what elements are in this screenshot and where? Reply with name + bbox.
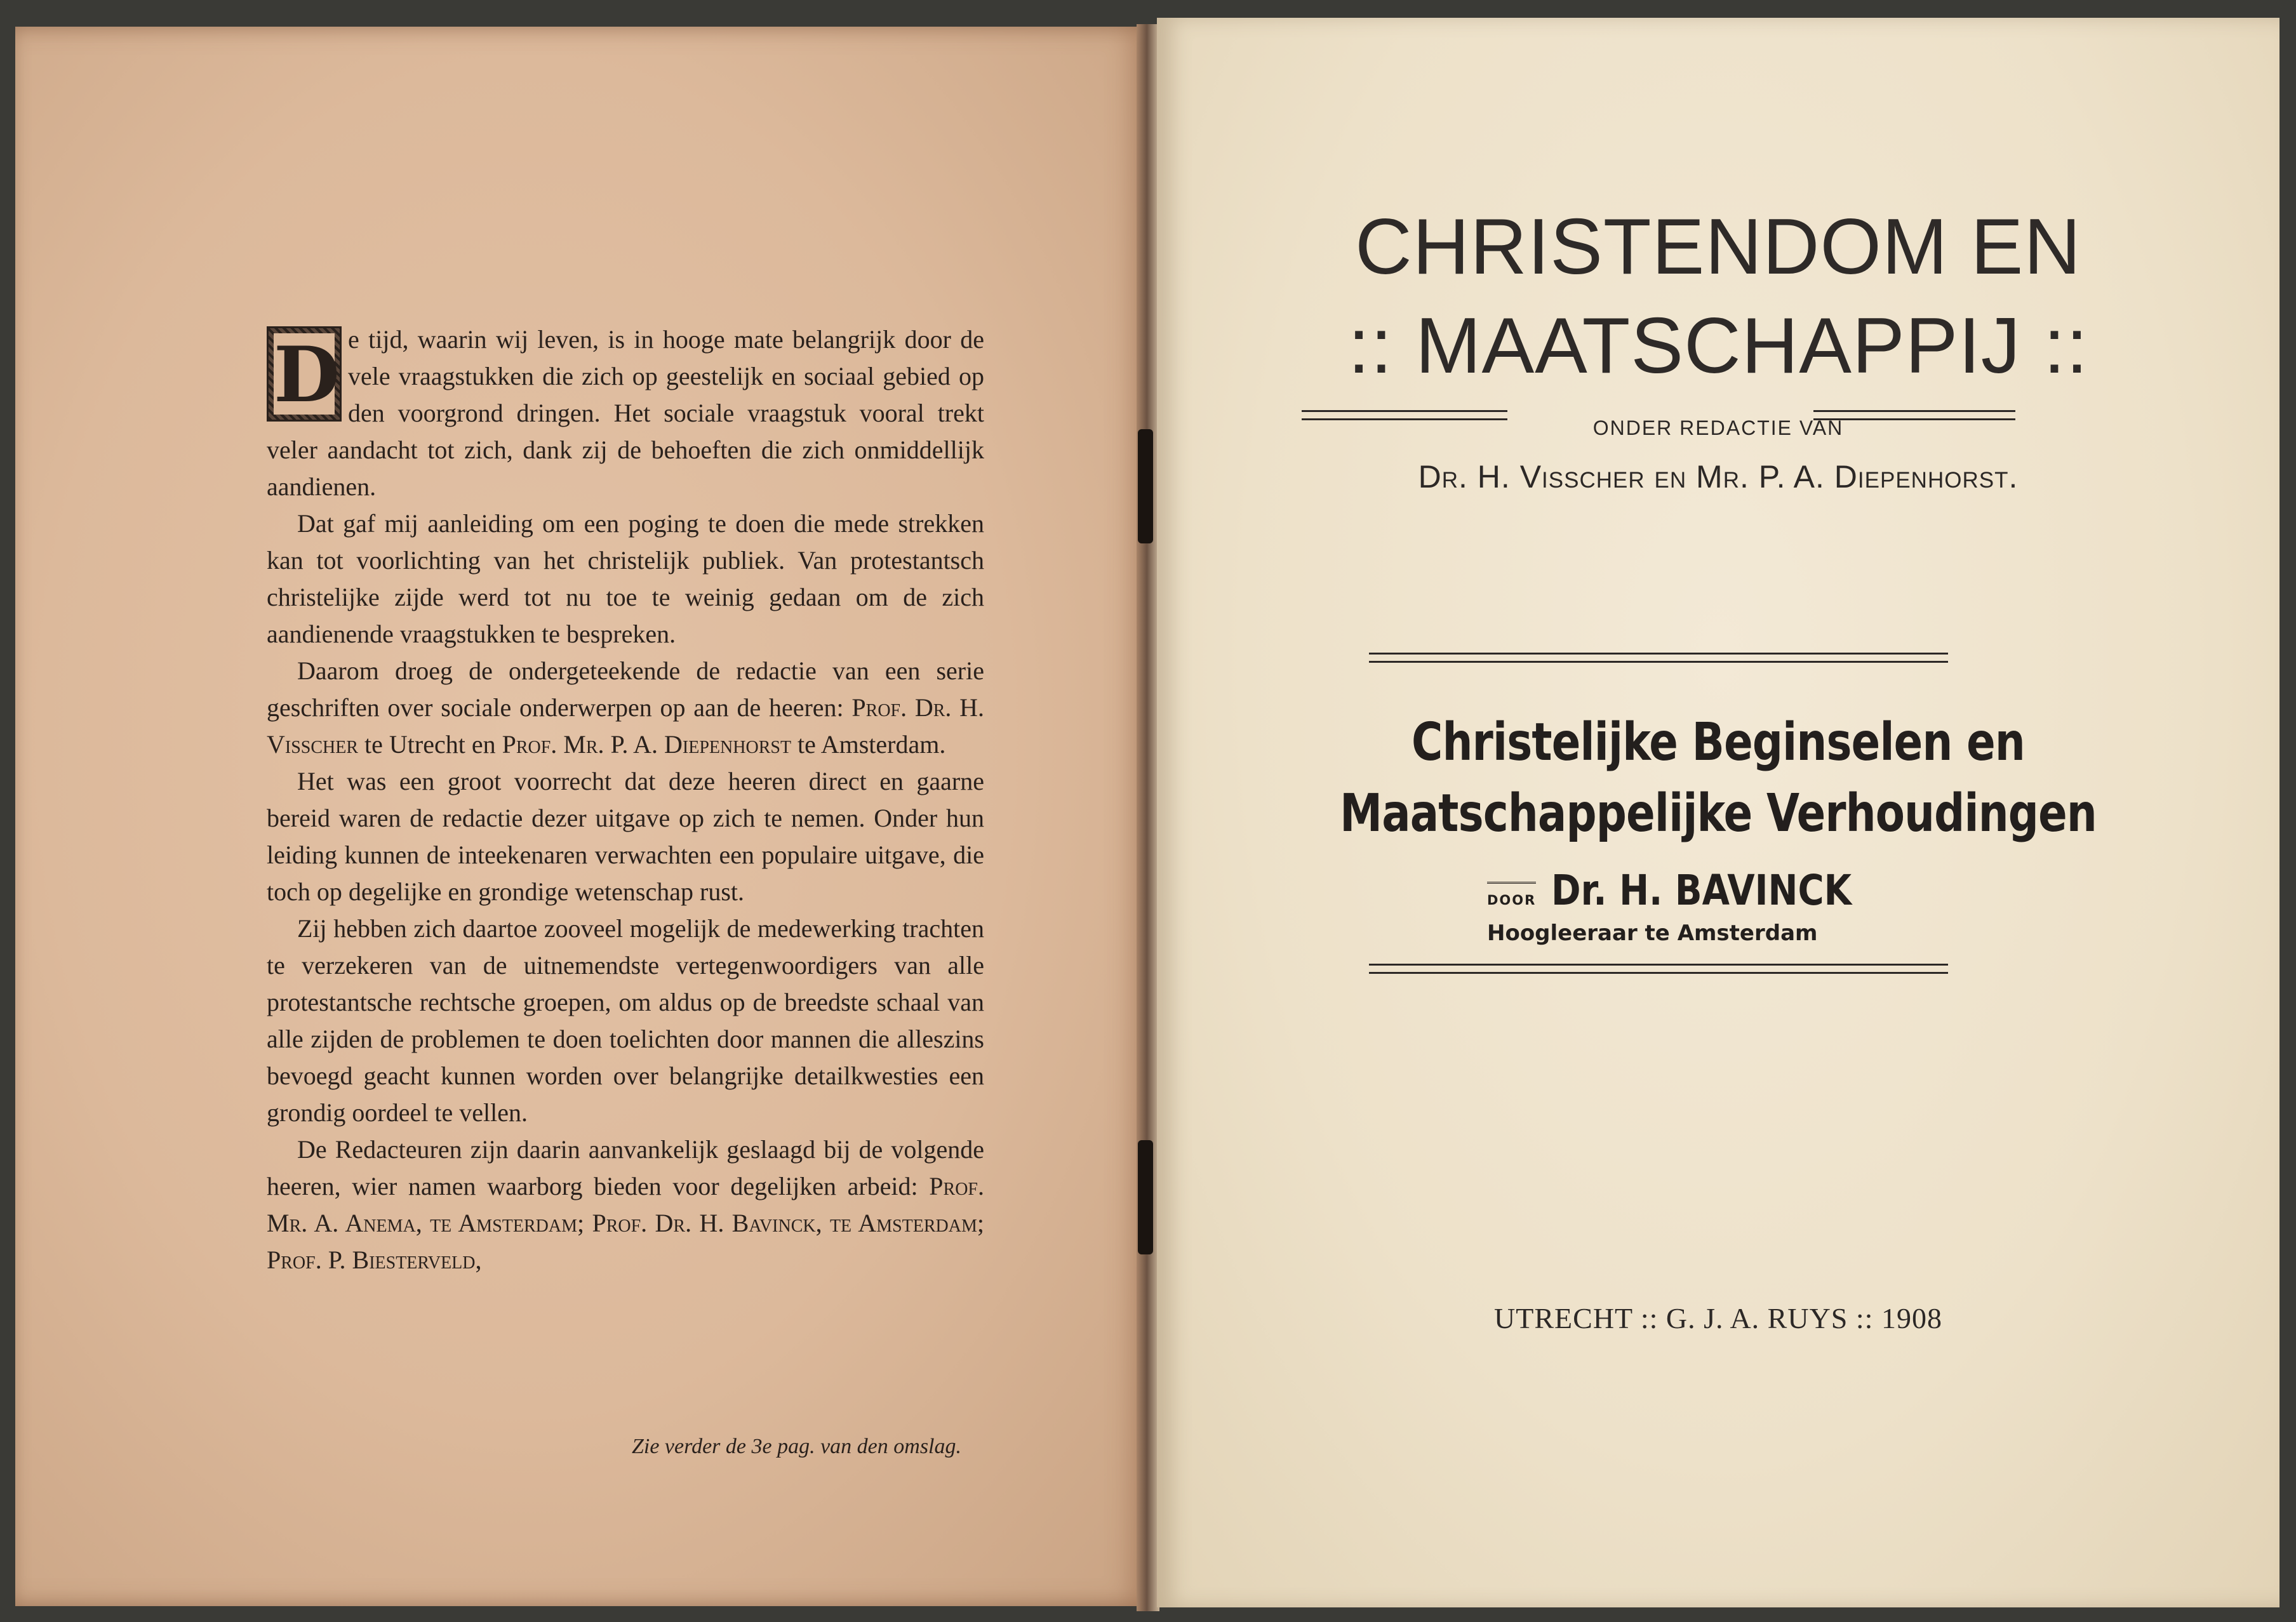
publisher-imprint: UTRECHT :: G. J. A. RUYS :: 1908 xyxy=(1494,1302,1942,1334)
author-role: Hoogleeraar te Amsterdam xyxy=(1487,921,1818,946)
rule-right xyxy=(1813,410,2015,420)
drop-cap-letter: D xyxy=(274,330,340,420)
paragraph-6 xyxy=(267,1131,984,1279)
paragraph-4: Het was een groot voorrecht dat deze heeren direct en gaarne bereid waren de redactie dezer uitgave op zich te nemen. Onder hun leiding kunnen de inteekenaren verwachten een populaire uitgave, die toch op degelijke en grondige wetenschap rust. xyxy=(267,767,984,906)
introduction-text xyxy=(267,321,984,1279)
paragraph-1-text: e tijd, waarin wij leven, is in hooge mate belangrijk door de vele vraagstukken die zich op geestelijk en sociaal gebied op den voorgrond dringen. Het sociale vraagstuk vooral trekt veler aandacht tot zich, dank zij de behoeften die zich onmiddellijk aandienen. xyxy=(267,325,984,501)
staple-bottom xyxy=(1138,1140,1153,1254)
paragraph-3-text: Daarom droeg de ondergeteekende de redactie van een serie geschriften over sociale onderwerpen op aan de heeren: xyxy=(267,656,984,722)
book-title-line-2: Maatschappelijke Verhoudingen xyxy=(1340,783,2097,844)
paragraph-1 xyxy=(267,321,984,505)
editor-name-diepenhorst: Prof. Mr. P. A. Diepenhorst xyxy=(502,730,792,759)
paragraph-3-mid: te Utrecht en xyxy=(358,730,502,759)
paragraph-3 xyxy=(267,653,984,763)
rule-below-title xyxy=(1369,964,1948,974)
editor-name-visscher: Prof. Dr. H. Visscher xyxy=(267,693,985,759)
inside-cover-page xyxy=(15,27,1151,1606)
contributor-list: Prof. Mr. A. Anema, te Amsterdam; Prof. Dr. H. Bavinck, te Amsterdam; Prof. P. Biesterveld, xyxy=(267,1172,985,1274)
title-page xyxy=(1157,18,2279,1607)
author-line xyxy=(1487,866,1905,915)
ornamental-drop-cap xyxy=(267,326,342,422)
editors-line: Dr. H. Visscher en Mr. P. A. Diepenhorst. xyxy=(1418,459,2019,495)
paragraph-6-text: De Redacteuren zijn daarin aanvankelijk geslaagd bij de volgende heeren, wier namen waarborg bieden voor degelijken arbeid: xyxy=(267,1135,984,1200)
paragraph-3-end: te Amsterdam. xyxy=(791,730,946,759)
book-spine xyxy=(1137,24,1159,1611)
paragraph-5: Zij hebben zich daartoe zooveel mogelijk de medewerking trachten te verzekeren van de uitnemendste vertegenwoordigers van alle protestantsche rechtsche groepen, om aldus op de breedste schaal van alle zijden de problemen te doen toelichten door mannen die alleszins bevoegd geacht kunnen worden over belangrijke detailkwesties een grondig oordeel te vellen. xyxy=(267,914,984,1127)
editorship-label: ONDER REDACTIE VAN xyxy=(1592,416,1844,439)
paragraph-2: Dat gaf mij aanleiding om een poging te doen die mede strekken kan tot voorlichting van het christelijk publiek. Van protestantsch christelijke zijde werd tot nu toe te weinig gedaan om de zich aandienende vraagstukken te bespreken. xyxy=(267,509,984,648)
continuation-footnote: Zie verder de 3e pag. van den omslag. xyxy=(631,1435,961,1458)
book-title-line-1: Christelijke Beginselen en xyxy=(1412,712,2025,773)
door-label: door xyxy=(1487,882,1536,910)
rule-above-title xyxy=(1369,653,1948,663)
series-title-line-2: :: MAATSCHAPPIJ :: xyxy=(1347,302,2089,390)
author-name: Dr. H. BAVINCK xyxy=(1551,866,1852,915)
staple-top xyxy=(1138,429,1153,543)
series-title-line-1: CHRISTENDOM EN xyxy=(1355,203,2081,291)
